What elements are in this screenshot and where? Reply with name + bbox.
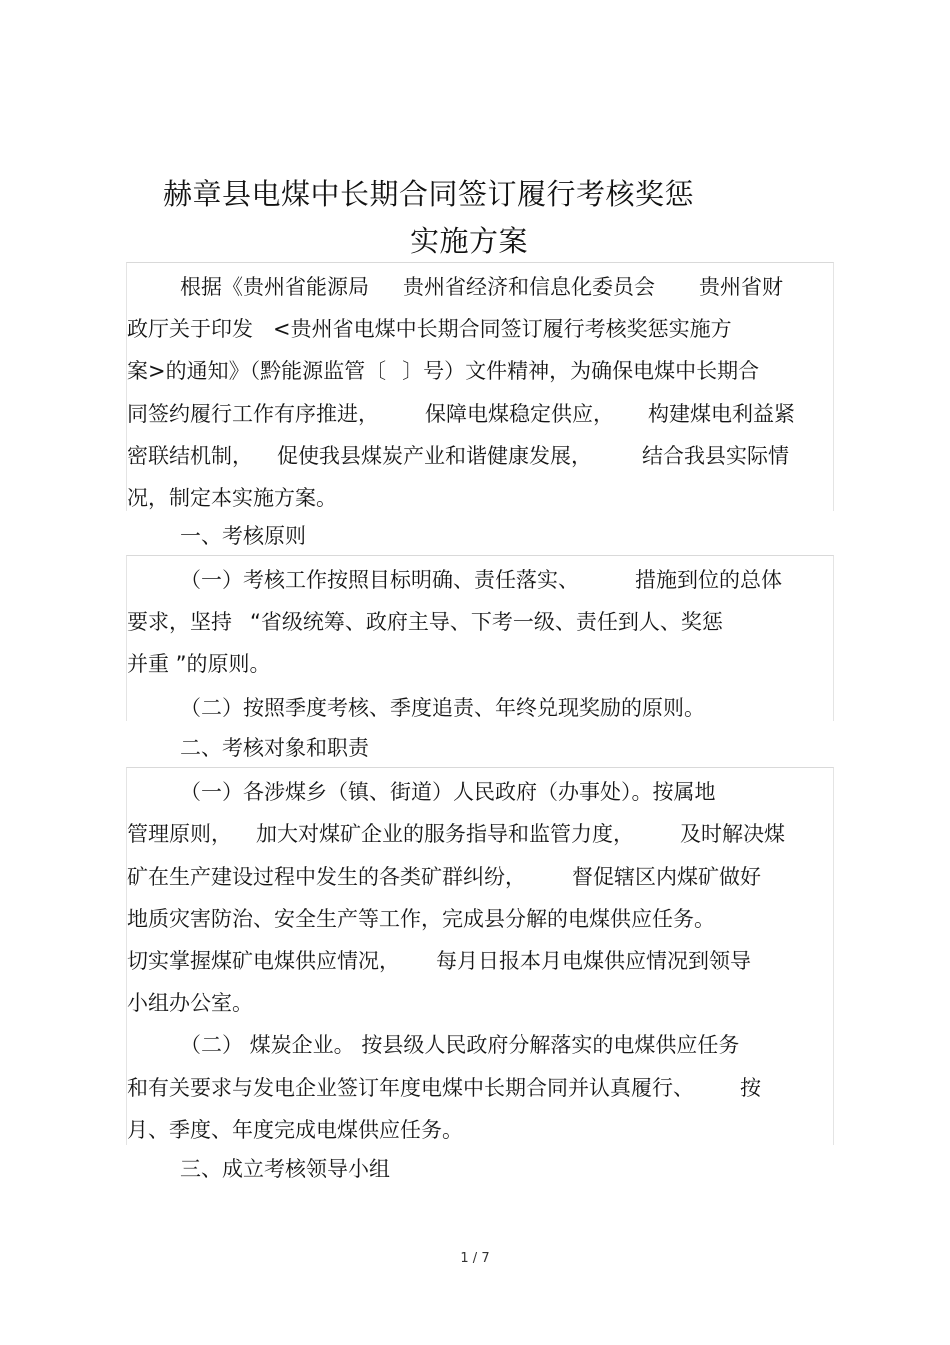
- text-line: （一）考核工作按照目标明确、责任落实、 措施到位的总体: [180, 568, 782, 592]
- section1-body: [126, 555, 834, 721]
- section-heading-2: 二、考核对象和职责: [180, 736, 369, 760]
- text-line: 并重 ”的原则。: [127, 652, 271, 676]
- page-number: 1 / 7: [460, 1251, 490, 1266]
- text-line: 切实掌握煤矿电煤供应情况， 每月日报本月电煤供应情况到领导: [127, 949, 751, 973]
- text-line: 况，制定本实施方案。: [127, 486, 337, 510]
- text-line: 政厅关于印发 <贵州省电煤中长期合同签订履行考核奖惩实施方: [127, 317, 732, 341]
- text-line: 密联结机制， 促使我县煤炭产业和谐健康发展， 结合我县实际情: [127, 444, 789, 468]
- document-title-line1: 赫章县电煤中长期合同签订履行考核奖惩: [163, 177, 695, 211]
- text-line: 案>的通知》（黔能源监管〔 〕号）文件精神，为确保电煤中长期合: [127, 359, 760, 383]
- section-heading-3: 三、成立考核领导小组: [180, 1157, 390, 1181]
- intro-paragraph: [126, 262, 834, 511]
- document-title-line2: 实施方案: [410, 224, 529, 258]
- text-line: 根据《贵州省能源局 贵州省经济和信息化委员会 贵州省财: [180, 275, 783, 299]
- text-line: （二） 煤炭企业。 按县级人民政府分解落实的电煤供应任务: [180, 1033, 740, 1057]
- text-line: 矿在生产建设过程中发生的各类矿群纠纷， 督促辖区内煤矿做好: [127, 865, 761, 889]
- text-line: （二）按照季度考核、季度追责、年终兑现奖励的原则。: [180, 696, 705, 720]
- text-line: 管理原则， 加大对煤矿企业的服务指导和监管力度， 及时解决煤: [127, 822, 785, 846]
- text-line: 月、季度、年度完成电煤供应任务。: [127, 1118, 463, 1142]
- text-line: 地质灾害防治、安全生产等工作，完成县分解的电煤供应任务。: [127, 907, 715, 931]
- text-line: 和有关要求与发电企业签订年度电煤中长期合同并认真履行、 按: [127, 1076, 761, 1100]
- text-line: 小组办公室。: [127, 991, 253, 1015]
- section2-body: [126, 767, 834, 1145]
- text-line: 同签约履行工作有序推进， 保障电煤稳定供应， 构建煤电利益紧: [127, 402, 795, 426]
- section-heading-1: 一、考核原则: [180, 524, 306, 548]
- text-line: （一）各涉煤乡（镇、街道）人民政府（办事处）。按属地: [180, 780, 716, 804]
- text-line: 要求，坚持 “省级统筹、政府主导、下考一级、责任到人、奖惩: [127, 610, 723, 634]
